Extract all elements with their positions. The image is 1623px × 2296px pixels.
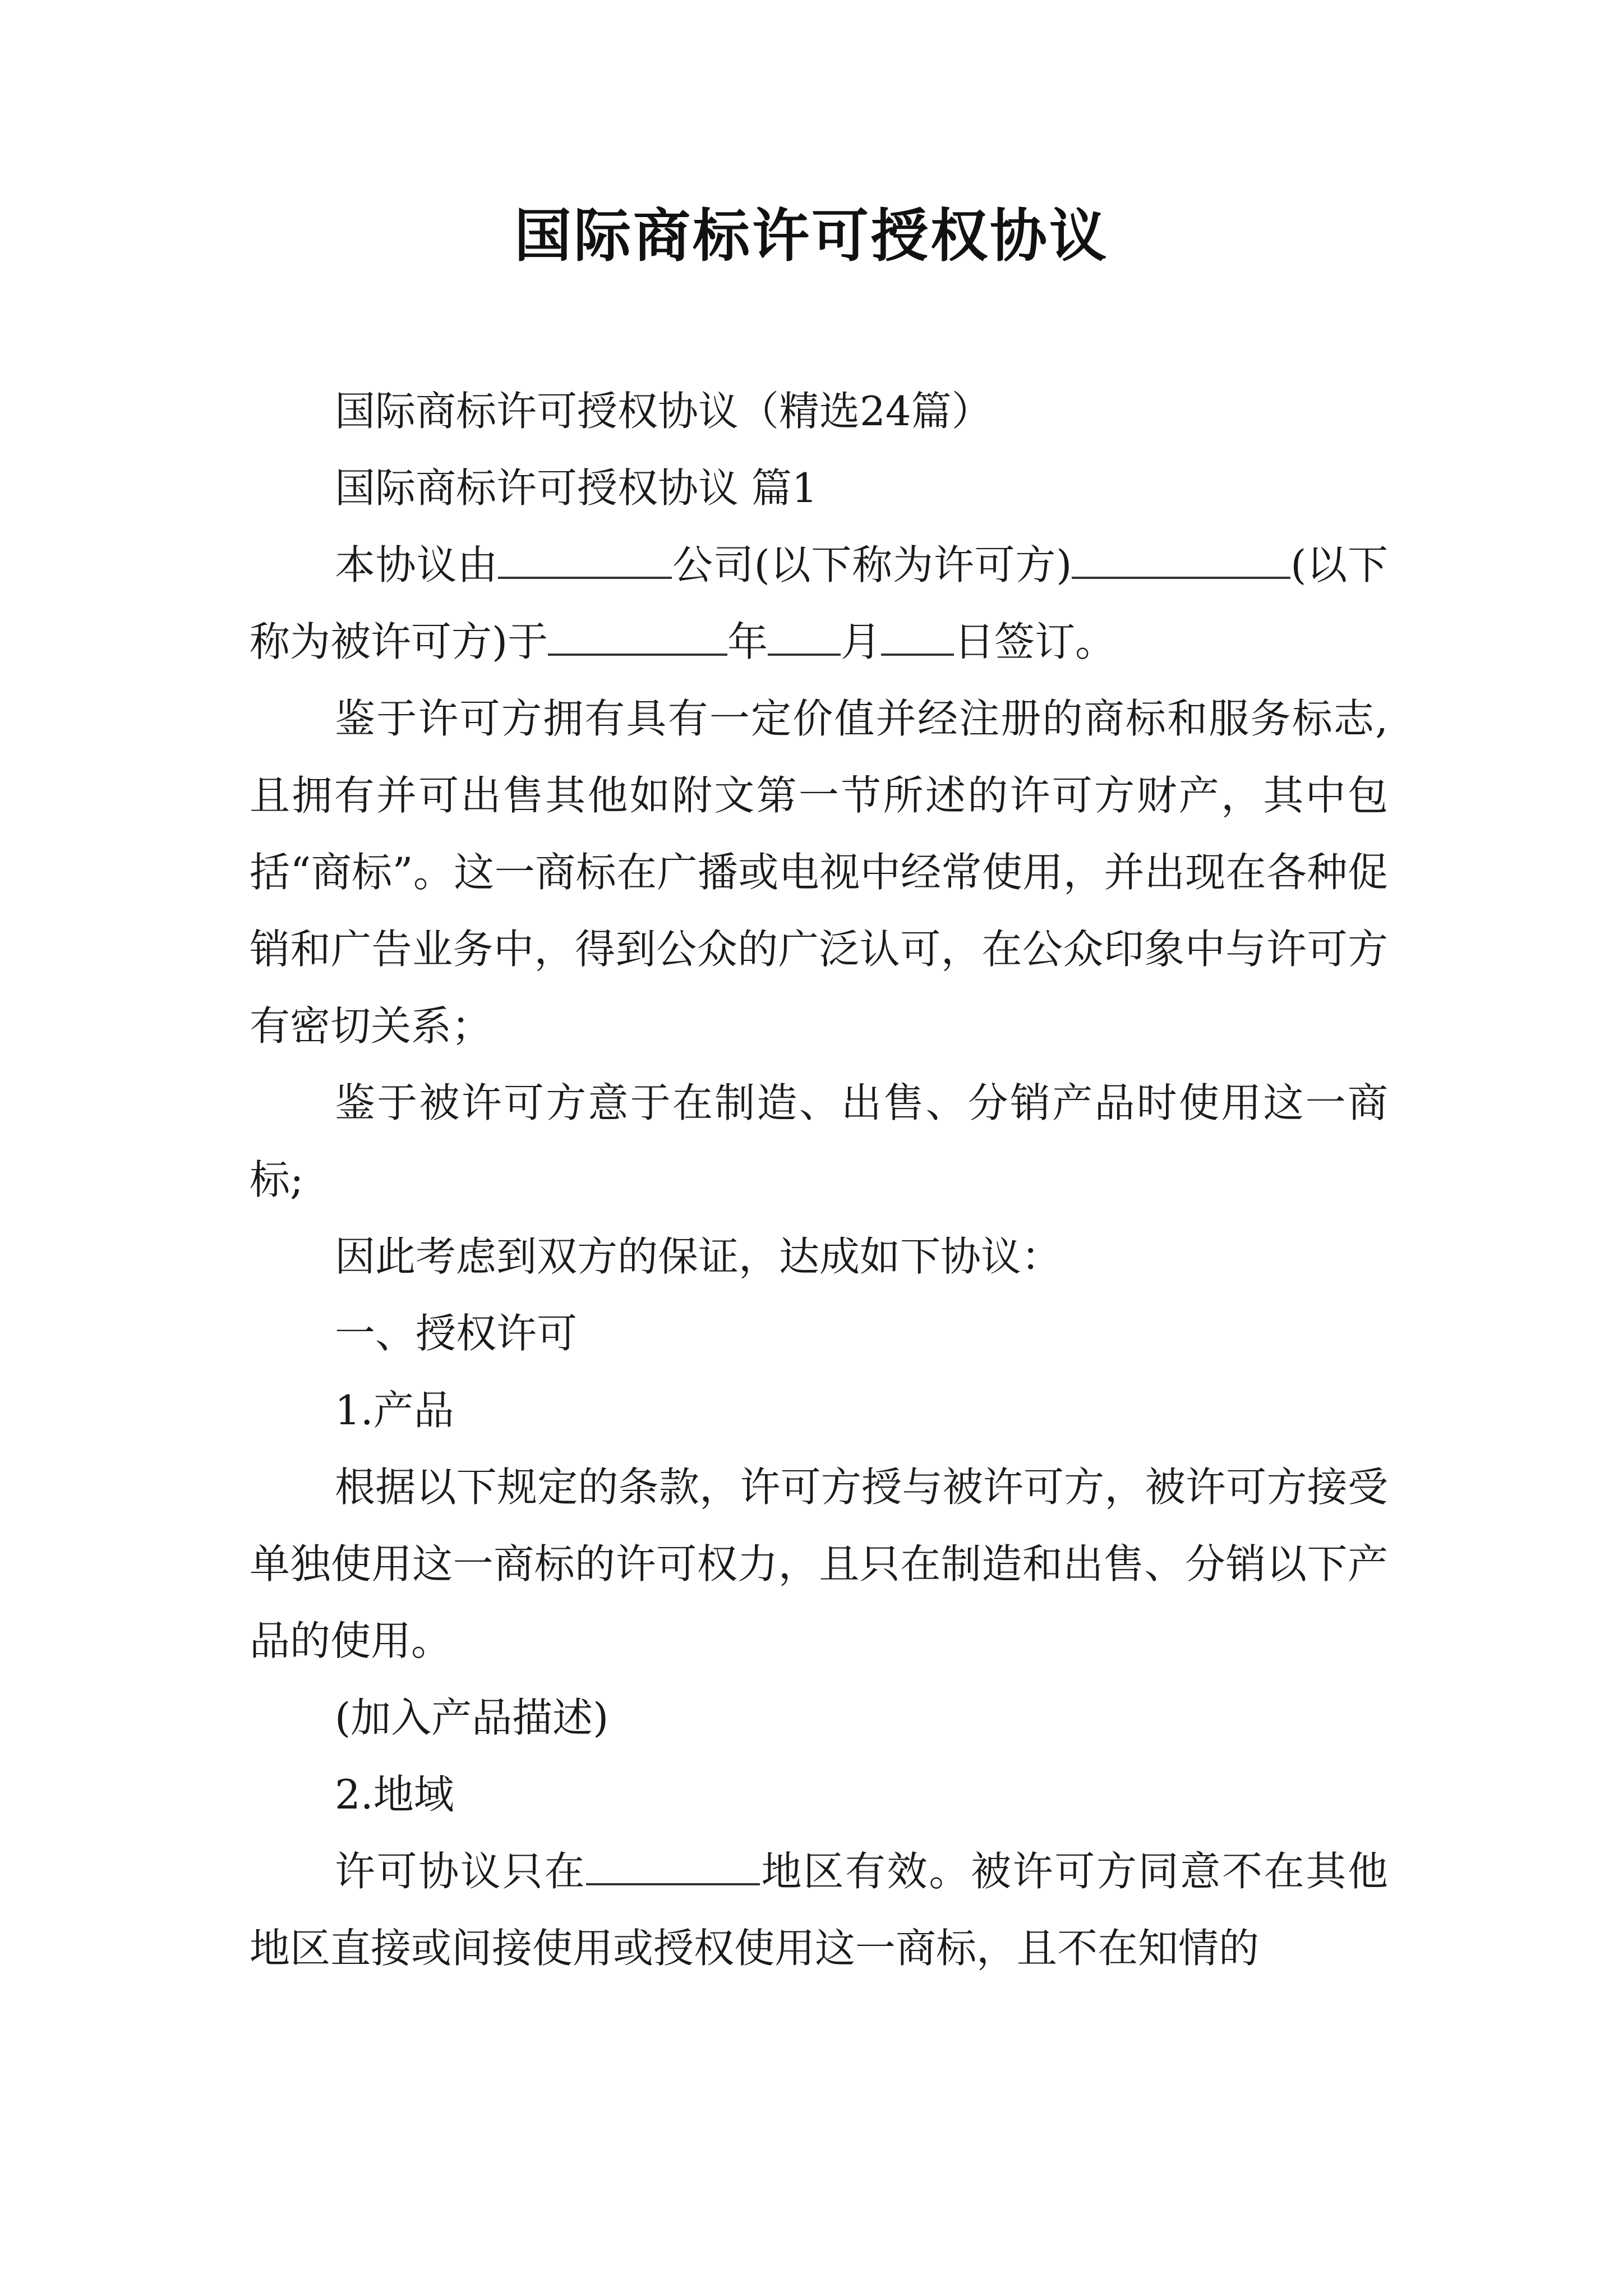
item2-part-a: 许可协议只在	[335, 1848, 586, 1895]
document-title: 国际商标许可授权协议	[514, 203, 1109, 270]
blank-day	[881, 620, 954, 656]
para1-part-f: 日签订。	[954, 618, 1116, 665]
para1-part-a: 本协议由	[335, 541, 499, 588]
para1-part-e: 月	[841, 618, 882, 665]
subtitle: 国际商标许可授权协议（精选24篇）	[335, 388, 992, 435]
para1-part-b: 公司(以下称为许可方)	[672, 541, 1072, 588]
blank-month	[768, 620, 841, 656]
paragraph-whereas-licensee: 鉴于被许可方意于在制造、出售、分销产品时使用这一商标;	[250, 1079, 1388, 1203]
blank-year	[548, 620, 727, 656]
document-body	[250, 373, 1388, 1987]
item1-note: (加入产品描述)	[335, 1694, 609, 1741]
section-heading: 国际商标许可授权协议 篇1	[335, 464, 818, 512]
blank-licensee	[1072, 543, 1290, 579]
blank-region	[586, 1849, 760, 1885]
item1-title: 1.产品	[335, 1387, 454, 1434]
paragraph-parties	[250, 527, 1388, 680]
item2-part-b: 地区有效。被许可方同意不在其他地区直接或间接使用或授权使用这一商标，且不在知情的	[250, 1848, 1388, 1972]
paragraph-agreement: 因此考虑到双方的保证，达成如下协议：	[335, 1233, 1062, 1280]
item2-title: 2.地域	[335, 1771, 454, 1818]
heading-grant: 一、授权许可	[335, 1310, 578, 1357]
para1-part-d: 年	[727, 618, 768, 665]
para1-part-c: (以下称为被许可方)于	[250, 541, 1388, 665]
item2-text	[250, 1833, 1388, 1987]
paragraph-whereas-licensor: 鉴于许可方拥有具有一定价值并经注册的商标和服务标志,且拥有并可出售其他如附文第一节所述的许可方财产，其中包括“商标”。这一商标在广播或电视中经常使用，并出现在各种促销和广告业务中，得到公众的广泛认可，在公众印象中与许可方有密切关系；	[250, 695, 1388, 1050]
blank-licensor	[498, 543, 672, 579]
item1-text: 根据以下规定的条款，许可方授与被许可方，被许可方接受单独使用这一商标的许可权力，且只在制造和出售、分销以下产品的使用。	[250, 1464, 1388, 1664]
